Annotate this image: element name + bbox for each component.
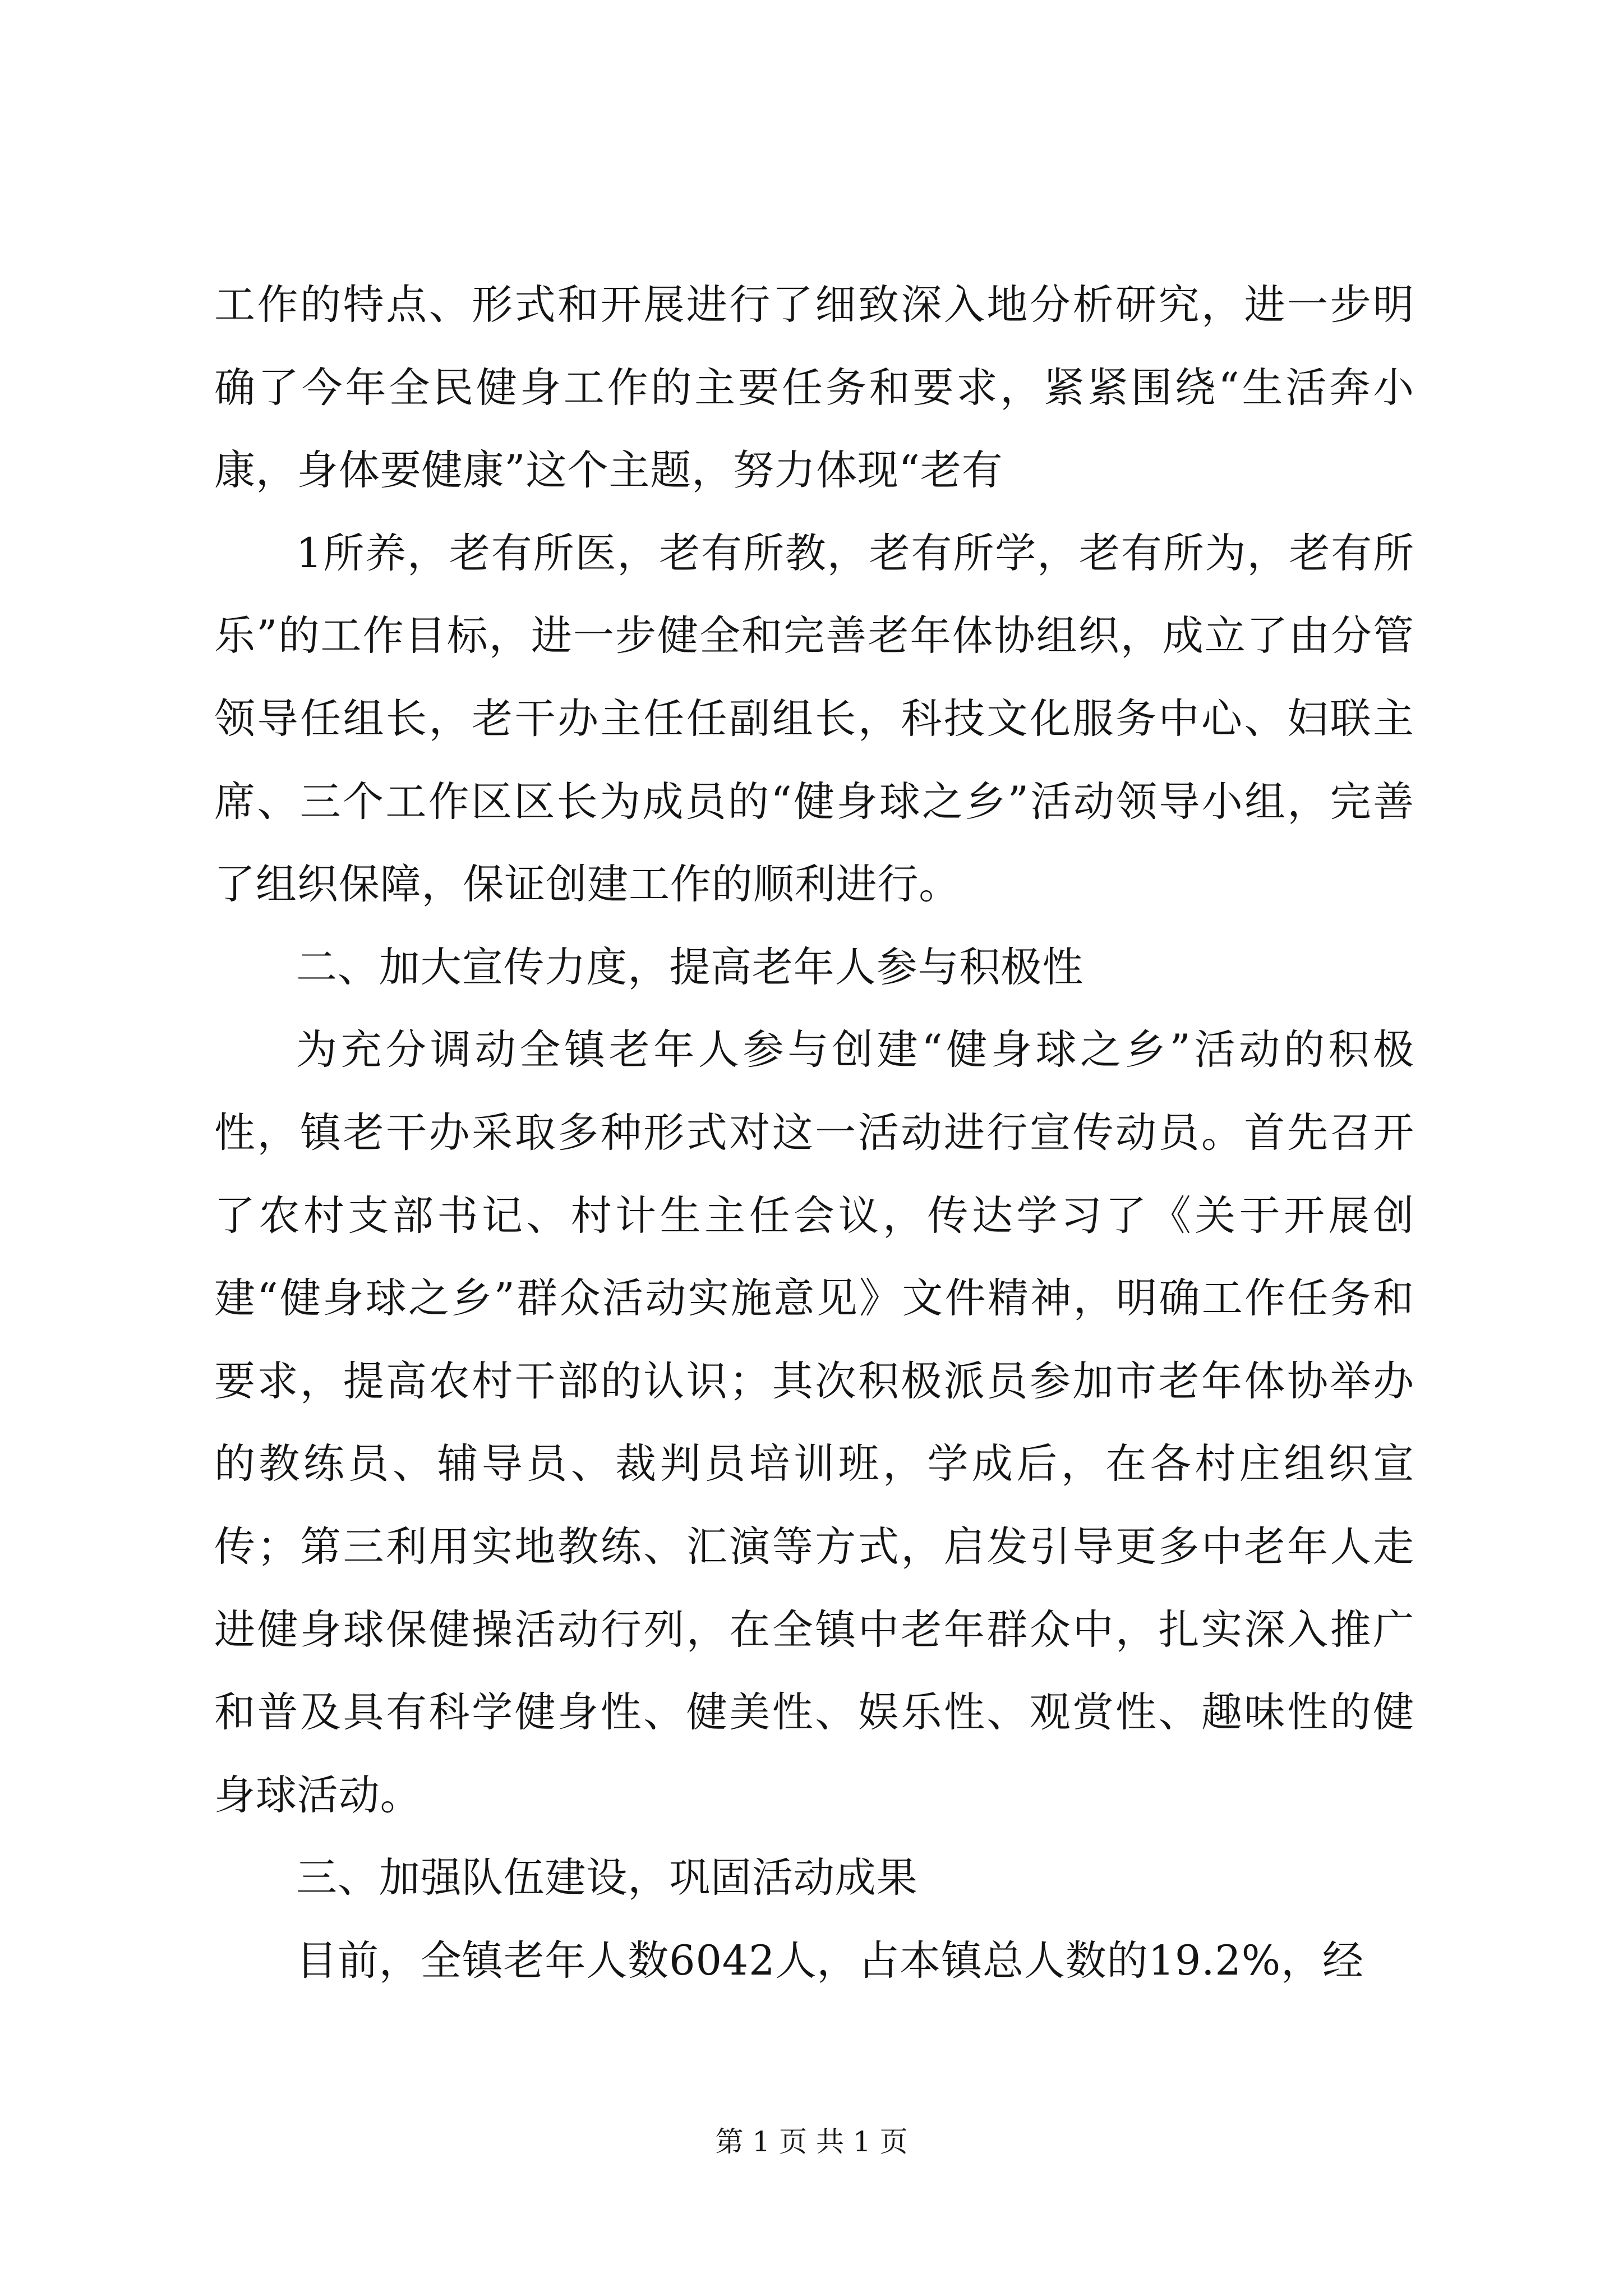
- section-heading-2: 二、加大宣传力度，提高老年人参与积极性: [296, 943, 1084, 991]
- paragraph-work-goal: 1所养，老有所医，老有所教，老有所学，老有所为，老有所乐”的工作目标，进一步健全和完善老年体协组织，成立了由分管领导任组长，老干办主任任副组长，科技文化服务中心、妇联主席、三个工作区区长为成员的“健身球之乡”活动领导小组，完善了组织保障，保证创建工作的顺利进行。: [214, 529, 1414, 909]
- page-number-label: 第 1 页 共 1 页: [715, 2125, 908, 2158]
- document-body: [214, 264, 1414, 2002]
- page-footer: [0, 2125, 1623, 2159]
- paragraph-publicity: 为充分调动全镇老年人参与创建“健身球之乡”活动的积极性，镇老干办采取多种形式对这一活动进行宣传动员。首先召开了农村支部书记、村计生主任会议，传达学习了《关于开展创建“健身球之乡”群众活动实施意见》文件精神，明确工作任务和要求，提高农村干部的认识；其次积极派员参加市老年体协举办的教练员、辅导员、裁判员培训班，学成后，在各村庄组织宣传；第三利用实地教练、汇演等方式，启发引导更多中老年人走进健身球保健操活动行列，在全镇中老年群众中，扎实深入推广和普及具有科学健身性、健美性、娱乐性、观赏性、趣味性的健身球活动。: [214, 1026, 1414, 1819]
- section-heading-3: 三、加强队伍建设，巩固活动成果: [296, 1854, 918, 1902]
- paragraph-statistics: 目前，全镇老年人数6042人，占本镇总人数的19.2%，经: [296, 1936, 1364, 1985]
- paragraph-continuation: 工作的特点、形式和开展进行了细致深入地分析研究，进一步明确了今年全民健身工作的主要任务和要求，紧紧围绕“生活奔小康，身体要健康”这个主题，努力体现“老有: [214, 281, 1414, 495]
